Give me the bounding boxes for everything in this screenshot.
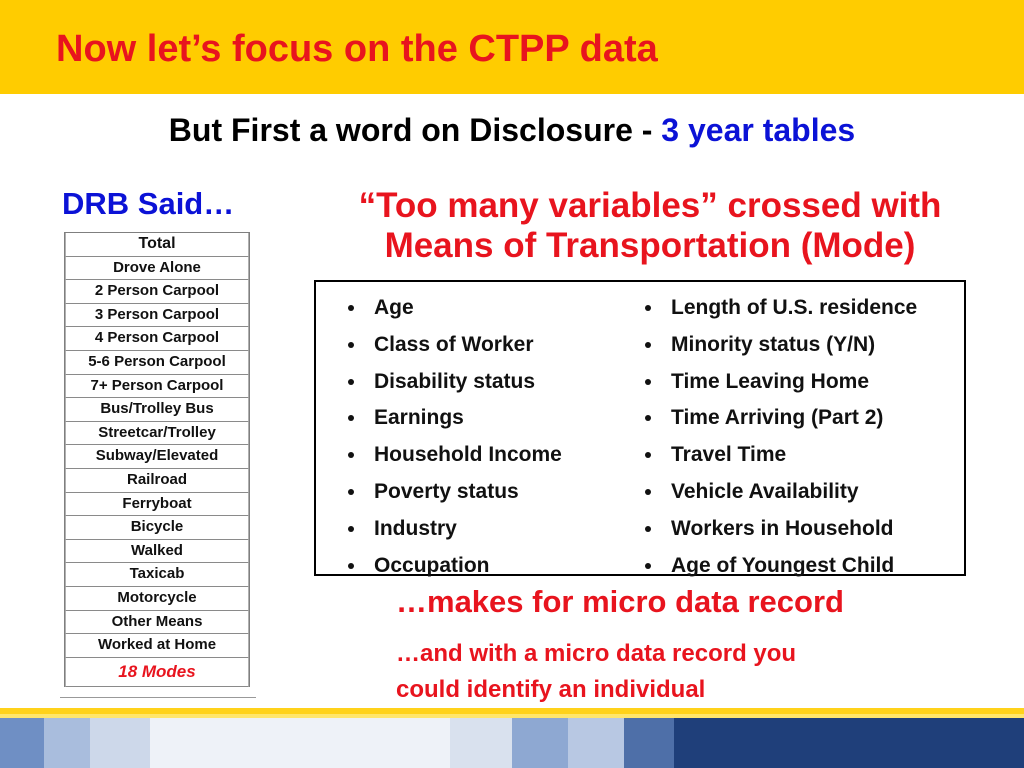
- footer-block: [624, 718, 674, 768]
- bullet-icon: [348, 379, 354, 385]
- modes-count-summary: 18 Modes: [65, 658, 249, 687]
- variable-item: [346, 474, 562, 511]
- footer-block: [90, 718, 150, 768]
- modes-underline: [60, 697, 256, 698]
- variables-right-column: [643, 290, 917, 584]
- bullet-icon: [348, 342, 354, 348]
- subtitle-accent: 3 year tables: [661, 112, 856, 148]
- footer-band: [0, 708, 1024, 768]
- variable-label: Industry: [374, 516, 457, 540]
- bullet-icon: [348, 305, 354, 311]
- variable-item: [346, 511, 562, 548]
- variable-item: [643, 437, 917, 474]
- subtitle-prefix: But First a word on Disclosure -: [168, 112, 662, 148]
- identify-note: [396, 636, 996, 708]
- variables-left-column: [346, 290, 562, 584]
- subtitle: [0, 112, 1024, 149]
- bullet-icon: [645, 379, 651, 385]
- bullet-icon: [645, 305, 651, 311]
- mode-row: Bus/Trolley Bus: [65, 398, 249, 422]
- variable-label: Time Leaving Home: [671, 369, 870, 393]
- bullet-icon: [348, 452, 354, 458]
- bullet-icon: [348, 489, 354, 495]
- bullet-icon: [348, 563, 354, 569]
- quote-heading: [300, 186, 1000, 266]
- mode-row: Walked: [65, 540, 249, 564]
- variable-item: [346, 437, 562, 474]
- variable-item: [643, 511, 917, 548]
- quote-line-2: Means of Transportation (Mode): [384, 226, 916, 265]
- mode-row: Bicycle: [65, 516, 249, 540]
- variable-label: Time Arriving (Part 2): [671, 406, 884, 430]
- mode-row: Taxicab: [65, 563, 249, 587]
- variable-item: [346, 327, 562, 364]
- mode-row: Subway/Elevated: [65, 445, 249, 469]
- variable-label: Poverty status: [374, 479, 519, 503]
- footer-block: [44, 718, 90, 768]
- variable-item: [643, 548, 917, 585]
- footer-block: [512, 718, 568, 768]
- variable-label: Household Income: [374, 443, 562, 467]
- identify-line-1: …and with a micro data record you: [396, 640, 797, 667]
- mode-row: Streetcar/Trolley: [65, 422, 249, 446]
- mode-row-total: Total: [65, 233, 249, 257]
- bullet-icon: [645, 342, 651, 348]
- quote-line-1: “Too many variables” crossed with: [358, 186, 942, 225]
- variable-item: [346, 364, 562, 401]
- mode-row: Worked at Home: [65, 634, 249, 658]
- bullet-icon: [645, 452, 651, 458]
- title-bar: [0, 0, 1024, 94]
- bullet-icon: [348, 526, 354, 532]
- variable-label: Age: [374, 296, 414, 319]
- variable-label: Class of Worker: [374, 332, 534, 356]
- mode-row: 7+ Person Carpool: [65, 375, 249, 399]
- mode-row: Other Means: [65, 611, 249, 635]
- mode-row: 2 Person Carpool: [65, 280, 249, 304]
- mode-row: Railroad: [65, 469, 249, 493]
- variable-label: Workers in Household: [671, 516, 894, 540]
- variable-label: Age of Youngest Child: [671, 553, 895, 577]
- footer-block: [674, 718, 1024, 768]
- variable-item: [643, 474, 917, 511]
- variable-item: [346, 290, 562, 327]
- modes-list: [64, 232, 250, 687]
- footer-block: [568, 718, 624, 768]
- variable-item: [346, 400, 562, 437]
- variables-box: [314, 280, 966, 576]
- mode-row: Ferryboat: [65, 493, 249, 517]
- bullet-icon: [645, 563, 651, 569]
- identify-line-2: could identify an individual: [396, 676, 706, 703]
- variable-item: [346, 548, 562, 585]
- footer-block: [450, 718, 512, 768]
- mode-row: 4 Person Carpool: [65, 327, 249, 351]
- variable-item: [643, 364, 917, 401]
- bullet-icon: [645, 489, 651, 495]
- variable-item: [643, 290, 917, 327]
- bullet-icon: [348, 415, 354, 421]
- mode-row: 3 Person Carpool: [65, 304, 249, 328]
- slide-title: Now let’s focus on the CTPP data: [56, 28, 658, 70]
- variable-label: Vehicle Availability: [671, 479, 859, 503]
- variable-label: Minority status (Y/N): [671, 332, 876, 356]
- mode-row: Motorcycle: [65, 587, 249, 611]
- micro-data-line: …makes for micro data record: [396, 584, 844, 619]
- modes-table: [60, 232, 256, 698]
- variable-label: Length of U.S. residence: [671, 296, 918, 319]
- variable-label: Disability status: [374, 369, 536, 393]
- variable-label: Earnings: [374, 406, 464, 430]
- footer-block: [0, 718, 44, 768]
- bullet-icon: [645, 415, 651, 421]
- mode-row: Drove Alone: [65, 257, 249, 281]
- variable-item: [643, 400, 917, 437]
- variable-label: Occupation: [374, 553, 490, 577]
- footer-block: [150, 718, 450, 768]
- drb-said-label: DRB Said…: [62, 186, 235, 221]
- variable-label: Travel Time: [671, 443, 787, 467]
- bullet-icon: [645, 526, 651, 532]
- variable-item: [643, 327, 917, 364]
- mode-row: 5-6 Person Carpool: [65, 351, 249, 375]
